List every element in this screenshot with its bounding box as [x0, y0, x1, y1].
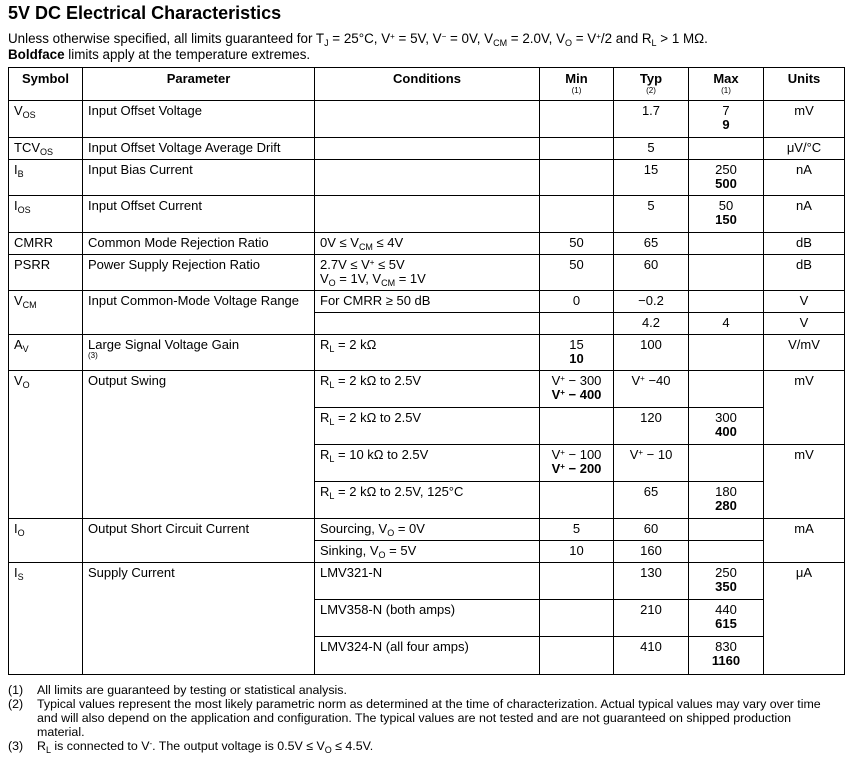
cell-max: 830 1160 [689, 637, 764, 675]
cell-min: 5 [540, 519, 614, 541]
intro-text [8, 31, 708, 63]
cell-min [540, 408, 614, 445]
cell-min [540, 563, 614, 600]
cell-typ: 65 [614, 482, 689, 519]
electrical-characteristics-table [8, 67, 845, 675]
cell-min: V+ − 300 V+ − 400 [540, 371, 614, 408]
cell-conditions [315, 196, 540, 233]
cell-min: V+ − 100 V+ − 200 [540, 445, 614, 482]
cell-symbol: $V_O$ [9, 371, 83, 519]
cell-units: mV [764, 101, 845, 138]
table-row-is [9, 563, 845, 600]
cell-max: 4 [689, 313, 764, 335]
cell-parameter: Input Offset Voltage Average Drift [83, 138, 315, 160]
cell-max [689, 445, 764, 482]
cell-typ: 60 [614, 255, 689, 291]
footnote-2: (2) Typical values represent the most likely parametric norm as determined at the time of characterization. Actual typical values may vary over time and will also depend on the application and configuration. The typical values are not tested and are not guaranteed on shipped production material. [8, 697, 821, 739]
header-conditions: Conditions [315, 68, 540, 101]
cell-conditions: LMV321-N [315, 563, 540, 600]
cell-parameter: Input Offset Current [83, 196, 315, 233]
cell-max [689, 541, 764, 563]
cell-min: 50 [540, 233, 614, 255]
cell-conditions: 2.7V ≤ V+ ≤ 5V $V_O = 1V$, $V_{CM} = 1V$ [315, 255, 540, 291]
cell-max [689, 519, 764, 541]
header-symbol: Symbol [9, 68, 83, 101]
cell-typ: 4.2 [614, 313, 689, 335]
table-row-tcvos [9, 138, 845, 160]
cell-min: 0 [540, 291, 614, 313]
cell-units: μA [764, 563, 845, 675]
cell-parameter: Supply Current [83, 563, 315, 675]
header-max: Max (1) [689, 68, 764, 101]
cell-symbol: $I_O$ [9, 519, 83, 563]
cell-conditions: $R_L = 10$ kΩ to 2.5V [315, 445, 540, 482]
cell-max: 250 500 [689, 160, 764, 196]
cell-max: 7 9 [689, 101, 764, 138]
cell-min [540, 313, 614, 335]
cell-units: mV [764, 445, 845, 519]
cell-symbol: $V_{CM}$ [9, 291, 83, 335]
cell-symbol: $I_{OS}$ [9, 196, 83, 233]
footnotes [8, 683, 838, 753]
cell-parameter: Common Mode Rejection Ratio [83, 233, 315, 255]
cell-min [540, 138, 614, 160]
cell-typ: 65 [614, 233, 689, 255]
cell-conditions [315, 313, 540, 335]
cell-max [689, 371, 764, 408]
cell-symbol: $I_S$ [9, 563, 83, 675]
cell-min [540, 196, 614, 233]
cell-typ: V+ −40 [614, 371, 689, 408]
cell-parameter: Power Supply Rejection Ratio [83, 255, 315, 291]
cell-conditions: $R_L = 2$ kΩ to 2.5V [315, 408, 540, 445]
boldface-label: Boldface [8, 47, 65, 62]
cell-min [540, 482, 614, 519]
cell-typ: 5 [614, 138, 689, 160]
cell-max [689, 335, 764, 371]
cell-max: 300 400 [689, 408, 764, 445]
cell-symbol: $TCV_{OS}$ [9, 138, 83, 160]
cell-conditions [315, 101, 540, 138]
cell-conditions: Sourcing, $V_O = 0V$ [315, 519, 540, 541]
cell-parameter: Large Signal Voltage Gain (3) [83, 335, 315, 371]
cell-parameter: Input Bias Current [83, 160, 315, 196]
cell-conditions: $R_L = 2$ kΩ to 2.5V [315, 371, 540, 408]
table-row-io [9, 519, 845, 541]
cell-max [689, 138, 764, 160]
cell-conditions: For CMRR ≥ 50 dB [315, 291, 540, 313]
cell-parameter: Input Offset Voltage [83, 101, 315, 138]
cell-min [540, 600, 614, 637]
table-row-vcm [9, 291, 845, 313]
cell-parameter: Output Short Circuit Current [83, 519, 315, 563]
header-parameter: Parameter [83, 68, 315, 101]
cell-conditions: $0V \le V_{CM} \le 4V$ [315, 233, 540, 255]
cell-typ: 5 [614, 196, 689, 233]
footnote-3: (3) $R_L$ is connected to V-. The output voltage is $0.5V \le V_O \le 4.5V$. [8, 739, 374, 755]
cell-units: V/mV [764, 335, 845, 371]
cell-parameter: Input Common-Mode Voltage Range [83, 291, 315, 335]
cell-typ: 100 [614, 335, 689, 371]
cell-conditions [315, 138, 540, 160]
header-units: Units [764, 68, 845, 101]
table-row-ios [9, 196, 845, 233]
cell-max: 440 615 [689, 600, 764, 637]
cell-typ: V+ − 10 [614, 445, 689, 482]
cell-max: 50 150 [689, 196, 764, 233]
footnote-1: (1) All limits are guaranteed by testing or statistical analysis. [8, 683, 347, 697]
intro-line-1: Unless otherwise specified, all limits guaranteed for $T_J = 25^\circ C$, V+ = 5V, V− = 0V, $V_{CM} = 2.0V$, $V_O = V^+/2$ and $R_L > 1$ MΩ. [8, 31, 708, 48]
cell-conditions: $R_L = 2$ kΩ to 2.5V, 125°C [315, 482, 540, 519]
cell-symbol: CMRR [9, 233, 83, 255]
cell-min [540, 160, 614, 196]
cell-typ: 160 [614, 541, 689, 563]
header-min: Min (1) [540, 68, 614, 101]
cell-conditions: Sinking, $V_O = 5V$ [315, 541, 540, 563]
cell-typ: 130 [614, 563, 689, 600]
cell-typ: 15 [614, 160, 689, 196]
cell-typ: 210 [614, 600, 689, 637]
cell-symbol: $V_{OS}$ [9, 101, 83, 138]
cell-max: 250 350 [689, 563, 764, 600]
table-row-psrr [9, 255, 845, 291]
cell-units: V [764, 291, 845, 313]
section-title: 5V DC Electrical Characteristics [8, 3, 282, 23]
cell-units: nA [764, 196, 845, 233]
cell-symbol: $I_B$ [9, 160, 83, 196]
cell-typ: −0.2 [614, 291, 689, 313]
cell-symbol: PSRR [9, 255, 83, 291]
cell-max [689, 233, 764, 255]
cell-min: 50 [540, 255, 614, 291]
intro-line-2: Boldface limits apply at the temperature extremes. [8, 47, 311, 62]
cell-min: 10 [540, 541, 614, 563]
cell-max [689, 291, 764, 313]
cell-conditions: LMV358-N (both amps) [315, 600, 540, 637]
cell-typ: 410 [614, 637, 689, 675]
cell-min: 15 10 [540, 335, 614, 371]
cell-conditions: LMV324-N (all four amps) [315, 637, 540, 675]
table-row-ib [9, 160, 845, 196]
cell-units: mA [764, 519, 845, 563]
cell-typ: 1.7 [614, 101, 689, 138]
cell-units: dB [764, 255, 845, 291]
cell-min [540, 101, 614, 138]
cell-max: 180 280 [689, 482, 764, 519]
header-typ: Typ (2) [614, 68, 689, 101]
cell-conditions: $R_L = 2$ kΩ [315, 335, 540, 371]
footnote-ref: (3) [88, 351, 98, 360]
table-row-av [9, 335, 845, 371]
cell-symbol: $A_V$ [9, 335, 83, 371]
table-header-row [9, 68, 845, 101]
cell-parameter: Output Swing [83, 371, 315, 519]
table-row-vo [9, 371, 845, 408]
cell-typ: 60 [614, 519, 689, 541]
cell-typ: 120 [614, 408, 689, 445]
cell-min [540, 637, 614, 675]
cell-units: dB [764, 233, 845, 255]
cell-units: mV [764, 371, 845, 445]
cell-units: V [764, 313, 845, 335]
table-row-cmrr [9, 233, 845, 255]
cell-conditions [315, 160, 540, 196]
cell-max [689, 255, 764, 291]
cell-units: μV/°C [764, 138, 845, 160]
table-row-vos [9, 101, 845, 138]
cell-units: nA [764, 160, 845, 196]
